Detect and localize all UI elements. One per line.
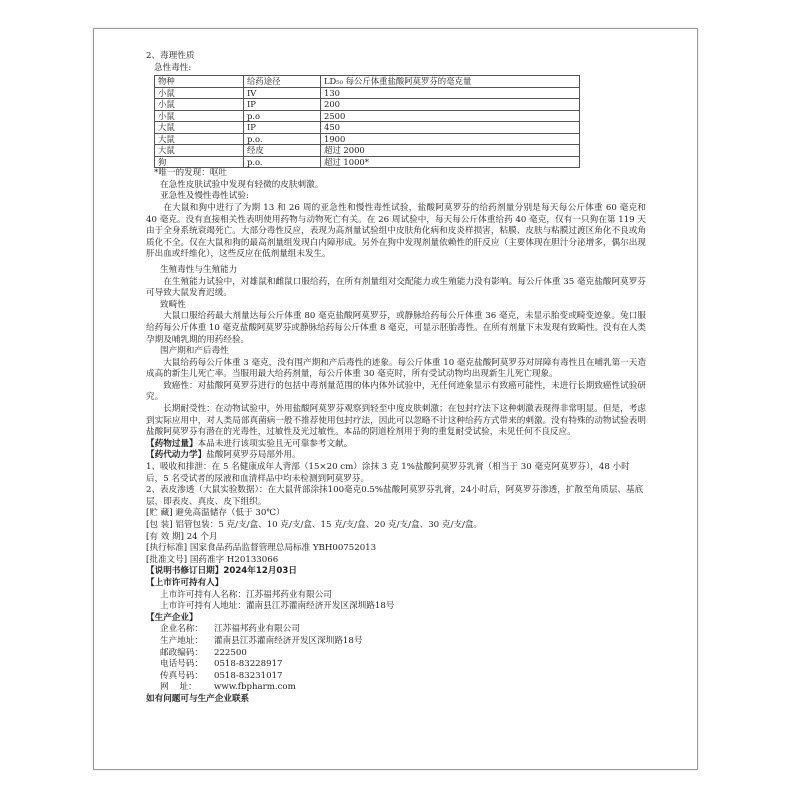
table-cell: 大鼠 <box>155 145 244 157</box>
manufacturer-key: 传真号码： <box>160 670 203 681</box>
table-row <box>155 122 580 134</box>
manufacturer-key: 网 址： <box>160 682 197 693</box>
table-cell: 1900 <box>321 133 580 145</box>
pharmacokinetics-text: 盐酸阿莫罗芬局部外用。 <box>206 450 301 461</box>
revision-row <box>146 566 646 578</box>
manufacturer-fax-row <box>146 671 646 683</box>
table-cell: IV <box>244 87 321 99</box>
acute-toxicity-table <box>154 75 580 168</box>
table-row <box>155 110 580 122</box>
table-row <box>155 87 580 99</box>
standard-row <box>146 543 646 555</box>
long-term-tolerance-text: 长期耐受性：在动物试验中，外用盐酸阿莫罗芬观察到轻至中度皮肤刺激；在包封疗法下这种刺激表现得非常明显。但是，考虑到实际应用中，对人类局部真菌病一般不推荐使用包封疗法，因此可以忽略不计这种给药方式带来的刺激。没有特殊的动物试验表明盐酸阿莫罗芬有潜在的光毒性，过敏性及光过敏性。本品的阴道栓剂用于狗的重复耐受试验，未见任何不良反应。 <box>146 404 646 438</box>
table-cell: 经皮 <box>244 145 321 157</box>
document-page <box>93 28 698 770</box>
table-header-cell: LD₅₀ 每公斤体重盐酸阿莫罗芬的毫克量 <box>321 76 580 88</box>
manufacturer-label: 【生产企业】 <box>146 612 198 623</box>
manufacturer-value: www.fbpharm.com <box>214 682 296 693</box>
perinatal-text: 大鼠给药每公斤体重 3 毫克，没有围产期和产后毒性的迹象。每公斤体重 10 毫克盐酸阿莫罗芬对屏障有毒性且在哺乳第一天造成高的新生儿死亡率。当服用最大给药剂量，每公斤体重 30 毫克时，所有受试动物均出现新生儿死亡现象。 <box>146 357 646 380</box>
mah-address-row <box>146 601 646 613</box>
approval-text: 国药准字 H20133066 <box>189 554 279 565</box>
manufacturer-address-row <box>146 636 646 648</box>
validity-label: [有 效 期] <box>146 531 184 542</box>
manufacturer-value: 灌南县江苏灌南经济开发区深圳路18号 <box>214 635 363 646</box>
table-cell: 大鼠 <box>155 122 244 134</box>
table-cell: 130 <box>321 87 580 99</box>
pk-item-absorption: 1、吸收和排泄：在 5 名健康成年人背部（15×20 cm）涂抹 3 克 1%盐酸阿莫罗芬乳膏（相当于 30 毫克阿莫罗芬），48 小时后，5 名受试者的尿液和血清样品中均未检测到阿莫罗芬。 <box>146 462 630 484</box>
subacute-label: 亚急性及慢性毒性试验: <box>160 191 249 202</box>
perinatal-label: 围产期和产后毒性 <box>160 346 229 357</box>
table-cell: 小鼠 <box>155 99 244 111</box>
table-row <box>155 99 580 111</box>
reproduction-label: 生殖毒性与生殖能力 <box>160 264 238 275</box>
overdose-label: 【药物过量】 <box>146 438 198 449</box>
reproduction-text: 在生殖能力试验中，对雄鼠和雌鼠口服给药，在所有剂量组对交配能力或生殖能力没有影响。每公斤体重 35 毫克盐酸阿莫罗芬可导致大鼠发育迟缓。 <box>146 276 646 299</box>
table-cell: 450 <box>321 122 580 134</box>
carcinogenicity-text: 致癌性：对盐酸阿莫罗芬进行的包括中毒剂量范围的体内体外试验中，无任何迹象显示有致癌可能性，未进行长期致癌性试验研究。 <box>146 380 646 403</box>
standard-text: 国家食品药品监督管理总局标准 YBH00752013 <box>189 543 377 554</box>
mah-address-label: 上市许可持有人地址： <box>160 601 246 612</box>
storage-text: 避免高温储存（低于 30℃） <box>175 508 285 519</box>
mah-label: 【上市许可持有人】 <box>146 577 224 588</box>
subacute-text: 在大鼠和狗中进行了为期 13 和 26 周的亚急性和慢性毒性试验，盐酸阿莫罗芬的给药剂量分别是每天每公斤体重 60 毫克和 40 毫克。没有直接相关性表明使用药物与动物死亡有关。在 26 周试验中，每天每公斤体重给药 40 毫克，仅有一只狗在第 119 天由于全身系统衰竭死亡。大部分毒性反应，表现为高剂量试验组中皮肤角化病和皮炎样损害，粘膜、皮肤与粘膜过渡区角化不良或角质化不全。仅在大鼠和狗的最高剂量组发现白内障形成。另外在狗中发现剂量依赖性的肝反应（主要体现在胆汁分泌增多，偶尔出现肝出血或纤维化），这些反应在低剂量组未发生。 <box>146 202 646 260</box>
revision-date: 2024年12月03日 <box>223 566 297 577</box>
overdose-text: 本品未进行该项实验且无可靠参考文献。 <box>197 438 353 449</box>
pk-item-penetration: 2、表皮渗透（大鼠实验数据）：在大鼠背部涂抹100毫克0.5%盐酸阿莫罗芬乳膏，24小时后，阿莫罗芬渗透，扩散至角质层、基底层，即表皮、真皮、皮下组织。 <box>146 485 644 507</box>
manufacturer-key: 生产地址： <box>160 635 203 646</box>
table-cell: 超过 2000 <box>321 145 580 157</box>
table-row <box>155 156 580 168</box>
manufacturer-postcode-row <box>146 648 646 660</box>
manufacturer-key: 电话号码： <box>160 659 203 670</box>
approval-label: [批准文号] <box>146 554 188 565</box>
table-cell: 大鼠 <box>155 133 244 145</box>
table-cell: 小鼠 <box>155 110 244 122</box>
mah-name-label: 上市许可持有人名称： <box>160 589 246 600</box>
table-cell: p.o. <box>244 133 321 145</box>
package-row <box>146 520 646 532</box>
revision-label: 【说明书修订日期】 <box>146 566 224 577</box>
table-cell: IP <box>244 122 321 134</box>
package-label: [包 装] <box>146 520 173 530</box>
manufacturer-value: 0518-83231017 <box>214 670 283 681</box>
standard-label: [执行标准] <box>146 543 188 554</box>
table-row <box>155 145 580 157</box>
pharmacokinetics-section <box>146 450 646 462</box>
table-row <box>155 133 580 145</box>
table-cell: p.o <box>244 110 321 122</box>
table-cell: p.o. <box>244 156 321 168</box>
acute-toxicity-label: 急性毒性: <box>154 62 192 73</box>
storage-label: [贮 藏] <box>146 508 173 519</box>
table-header-cell: 给药途径 <box>244 76 321 88</box>
table-cell: 2500 <box>321 110 580 122</box>
manufacturer-key: 邮政编码： <box>160 647 203 658</box>
pharmacokinetics-label: 【药代动力学】 <box>146 450 207 461</box>
teratogenicity-text: 大鼠口服给药最大剂量达每公斤体重 80 毫克盐酸阿莫罗芬，或静脉给药每公斤体重 36 毫克，未显示胎变或畸变迹象。兔口服给药每公斤体重 10 毫克盐酸阿莫罗芬或静脉给药每公斤体重 8 毫克，可显示胚胎毒性。在所有剂量下未发现有致畸性。没有在人类孕期及哺乳期的用药经验。 <box>146 311 646 345</box>
validity-row <box>146 532 646 544</box>
document-content <box>146 51 646 706</box>
table-cell: IP <box>244 99 321 111</box>
manufacturer-value: 0518-83228917 <box>214 659 283 670</box>
table-cell: 狗 <box>155 156 244 168</box>
package-text: 铝管包装：5 克/支/盒、10 克/支/盒、15 克/支/盒、20 克/支/盒、30 克/支/盒。 <box>175 520 483 530</box>
manufacturer-value: 江苏福邦药业有限公司 <box>214 624 300 635</box>
mah-name: 江苏福邦药业有限公司 <box>245 589 332 600</box>
table-header-cell: 物种 <box>155 76 244 88</box>
toxicity-heading: 2、毒理性质 <box>146 51 195 61</box>
table-cell: 200 <box>321 99 580 111</box>
mah-address: 灌南县江苏灌南经济开发区深圳路18号 <box>245 601 395 612</box>
manufacturer-phone-row <box>146 659 646 671</box>
skin-irritation-note: 在急性皮肤试验中发现有轻微的皮肤刺激。 <box>160 179 324 190</box>
teratogenicity-label: 致畸性 <box>160 299 186 310</box>
mah-name-row <box>146 590 646 602</box>
manufacturer-value: 222500 <box>214 647 247 658</box>
table-cell: 小鼠 <box>155 87 244 99</box>
validity-text: 24 个月 <box>186 531 218 542</box>
table-header-row <box>155 76 580 88</box>
manufacturer-website-row <box>146 682 646 694</box>
storage-row <box>146 508 646 520</box>
table-cell: 超过 1000* <box>321 156 580 168</box>
manufacturer-key: 企业名称： <box>160 624 203 635</box>
contact-note: 如有问题可与生产企业联系 <box>146 693 250 704</box>
table-footnote: *唯一的发现：呕吐 <box>154 168 228 179</box>
approval-row <box>146 555 646 567</box>
overdose-section <box>146 439 646 451</box>
manufacturer-name-row <box>146 624 646 636</box>
